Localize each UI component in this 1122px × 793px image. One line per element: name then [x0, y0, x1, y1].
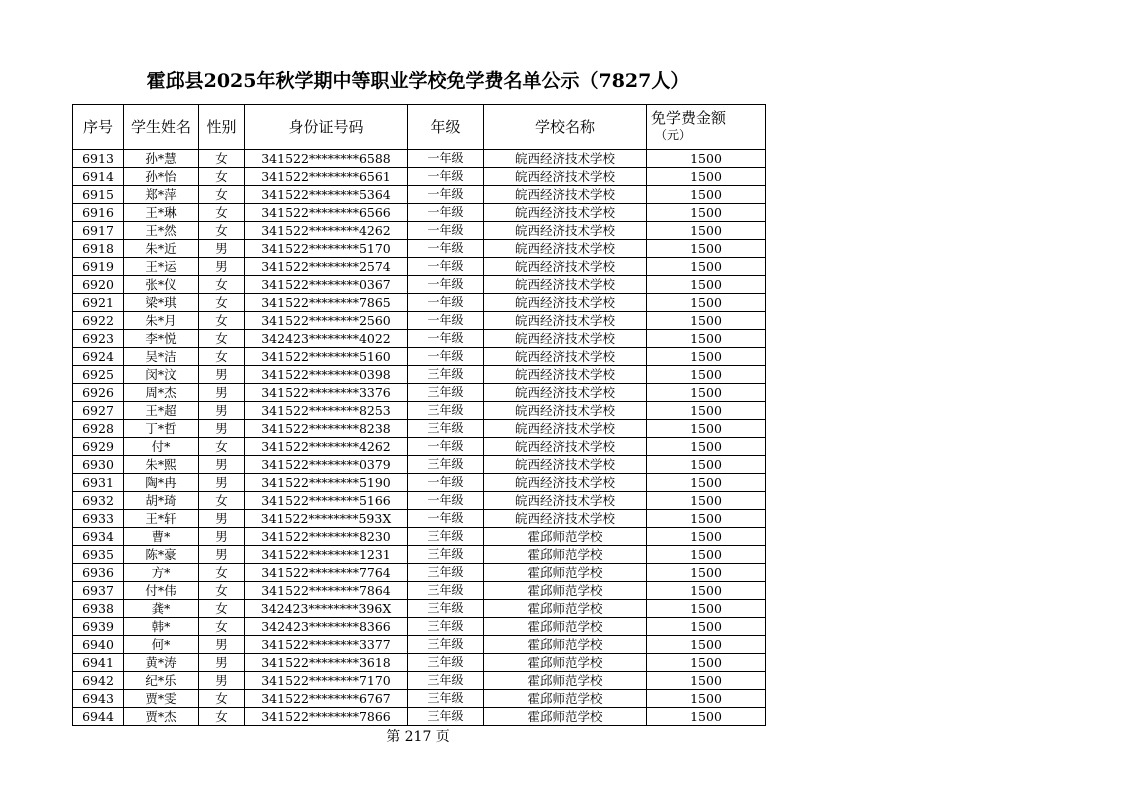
- cell-id-number: 341522********3618: [245, 654, 408, 672]
- cell-id-number: 341522********5364: [245, 186, 408, 204]
- cell-school-name: 皖西经济技术学校: [484, 204, 647, 222]
- cell-grade: 一年级: [408, 348, 484, 366]
- cell-school-name: 霍邱师范学校: [484, 672, 647, 690]
- cell-student-name: 陈*豪: [124, 546, 199, 564]
- cell-school-name: 霍邱师范学校: [484, 564, 647, 582]
- cell-school-name: 皖西经济技术学校: [484, 456, 647, 474]
- cell-grade: 三年级: [408, 708, 484, 726]
- cell-school-name: 皖西经济技术学校: [484, 258, 647, 276]
- cell-gender: 女: [199, 312, 245, 330]
- cell-gender: 男: [199, 510, 245, 528]
- cell-grade: 一年级: [408, 438, 484, 456]
- cell-school-name: 霍邱师范学校: [484, 618, 647, 636]
- cell-grade: 一年级: [408, 150, 484, 168]
- header-school: 学校名称: [484, 105, 647, 150]
- table-row: [73, 312, 766, 330]
- cell-id-number: 341522********3376: [245, 384, 408, 402]
- cell-amount: 1500: [647, 312, 766, 330]
- cell-id-number: 341522********5166: [245, 492, 408, 510]
- cell-school-name: 霍邱师范学校: [484, 636, 647, 654]
- cell-gender: 男: [199, 672, 245, 690]
- cell-seq: 6921: [73, 294, 124, 312]
- cell-amount: 1500: [647, 366, 766, 384]
- table-row: [73, 600, 766, 618]
- header-seq: 序号: [73, 105, 124, 150]
- cell-seq: 6923: [73, 330, 124, 348]
- cell-amount: 1500: [647, 168, 766, 186]
- cell-seq: 6927: [73, 402, 124, 420]
- table-row: [73, 456, 766, 474]
- cell-id-number: 341522********1231: [245, 546, 408, 564]
- cell-school-name: 皖西经济技术学校: [484, 438, 647, 456]
- cell-school-name: 皖西经济技术学校: [484, 366, 647, 384]
- cell-amount: 1500: [647, 420, 766, 438]
- cell-school-name: 皖西经济技术学校: [484, 474, 647, 492]
- cell-amount: 1500: [647, 222, 766, 240]
- cell-seq: 6931: [73, 474, 124, 492]
- cell-student-name: 周*杰: [124, 384, 199, 402]
- cell-seq: 6937: [73, 582, 124, 600]
- cell-amount: 1500: [647, 456, 766, 474]
- cell-gender: 女: [199, 294, 245, 312]
- table-row: [73, 402, 766, 420]
- table-row: [73, 240, 766, 258]
- cell-gender: 男: [199, 384, 245, 402]
- cell-school-name: 霍邱师范学校: [484, 654, 647, 672]
- cell-seq: 6929: [73, 438, 124, 456]
- cell-seq: 6933: [73, 510, 124, 528]
- cell-amount: 1500: [647, 582, 766, 600]
- cell-grade: 三年级: [408, 654, 484, 672]
- cell-student-name: 何*: [124, 636, 199, 654]
- cell-id-number: 341522********4262: [245, 222, 408, 240]
- cell-seq: 6920: [73, 276, 124, 294]
- cell-grade: 一年级: [408, 474, 484, 492]
- cell-student-name: 吴*洁: [124, 348, 199, 366]
- cell-gender: 男: [199, 528, 245, 546]
- cell-grade: 三年级: [408, 618, 484, 636]
- cell-student-name: 王*超: [124, 402, 199, 420]
- cell-school-name: 皖西经济技术学校: [484, 330, 647, 348]
- table-header-row: [73, 105, 766, 150]
- cell-gender: 女: [199, 564, 245, 582]
- table-row: [73, 708, 766, 726]
- cell-student-name: 丁*哲: [124, 420, 199, 438]
- cell-id-number: 341522********6561: [245, 168, 408, 186]
- cell-student-name: 贾*雯: [124, 690, 199, 708]
- cell-amount: 1500: [647, 528, 766, 546]
- cell-student-name: 纪*乐: [124, 672, 199, 690]
- cell-school-name: 霍邱师范学校: [484, 690, 647, 708]
- cell-amount: 1500: [647, 546, 766, 564]
- cell-amount: 1500: [647, 564, 766, 582]
- cell-seq: 6934: [73, 528, 124, 546]
- cell-grade: 三年级: [408, 366, 484, 384]
- cell-id-number: 341522********6767: [245, 690, 408, 708]
- cell-grade: 一年级: [408, 510, 484, 528]
- cell-gender: 男: [199, 366, 245, 384]
- cell-student-name: 曹*: [124, 528, 199, 546]
- cell-id-number: 341522********3377: [245, 636, 408, 654]
- table-row: [73, 258, 766, 276]
- cell-gender: 男: [199, 636, 245, 654]
- cell-school-name: 皖西经济技术学校: [484, 402, 647, 420]
- cell-school-name: 皖西经济技术学校: [484, 222, 647, 240]
- cell-seq: 6928: [73, 420, 124, 438]
- document-title: 霍邱县2025年秋学期中等职业学校免学费名单公示（7827人）: [146, 70, 690, 92]
- cell-gender: 女: [199, 438, 245, 456]
- cell-grade: 一年级: [408, 168, 484, 186]
- cell-school-name: 皖西经济技术学校: [484, 384, 647, 402]
- cell-amount: 1500: [647, 384, 766, 402]
- cell-id-number: 341522********8230: [245, 528, 408, 546]
- cell-amount: 1500: [647, 240, 766, 258]
- cell-student-name: 韩*: [124, 618, 199, 636]
- cell-id-number: 341522********7866: [245, 708, 408, 726]
- cell-gender: 女: [199, 330, 245, 348]
- table-row: [73, 474, 766, 492]
- cell-student-name: 梁*琪: [124, 294, 199, 312]
- cell-grade: 三年级: [408, 546, 484, 564]
- cell-id-number: 341522********7170: [245, 672, 408, 690]
- cell-id-number: 341522********0379: [245, 456, 408, 474]
- cell-seq: 6925: [73, 366, 124, 384]
- table-row: [73, 564, 766, 582]
- cell-seq: 6930: [73, 456, 124, 474]
- cell-amount: 1500: [647, 708, 766, 726]
- table-row: [73, 546, 766, 564]
- table-row: [73, 420, 766, 438]
- cell-gender: 女: [199, 708, 245, 726]
- cell-id-number: 341522********6588: [245, 150, 408, 168]
- cell-amount: 1500: [647, 258, 766, 276]
- header-amount-label: 免学费金额: [651, 109, 727, 127]
- cell-school-name: 皖西经济技术学校: [484, 348, 647, 366]
- cell-seq: 6942: [73, 672, 124, 690]
- cell-grade: 三年级: [408, 690, 484, 708]
- cell-student-name: 龚*: [124, 600, 199, 618]
- cell-grade: 三年级: [408, 420, 484, 438]
- cell-seq: 6938: [73, 600, 124, 618]
- cell-grade: 一年级: [408, 186, 484, 204]
- table-row: [73, 618, 766, 636]
- cell-grade: 三年级: [408, 456, 484, 474]
- cell-gender: 女: [199, 204, 245, 222]
- table-row: [73, 294, 766, 312]
- cell-grade: 三年级: [408, 564, 484, 582]
- cell-grade: 一年级: [408, 222, 484, 240]
- cell-student-name: 胡*琦: [124, 492, 199, 510]
- cell-gender: 女: [199, 150, 245, 168]
- cell-gender: 男: [199, 420, 245, 438]
- cell-id-number: 341522********7865: [245, 294, 408, 312]
- cell-seq: 6943: [73, 690, 124, 708]
- cell-school-name: 皖西经济技术学校: [484, 276, 647, 294]
- table-row: [73, 582, 766, 600]
- cell-id-number: 342423********4022: [245, 330, 408, 348]
- cell-id-number: 341522********593X: [245, 510, 408, 528]
- cell-school-name: 霍邱师范学校: [484, 600, 647, 618]
- cell-amount: 1500: [647, 294, 766, 312]
- header-amount-unit: （元）: [655, 128, 692, 142]
- cell-school-name: 霍邱师范学校: [484, 546, 647, 564]
- table-row: [73, 168, 766, 186]
- cell-seq: 6940: [73, 636, 124, 654]
- header-name: 学生姓名: [124, 105, 199, 150]
- cell-student-name: 王*琳: [124, 204, 199, 222]
- cell-seq: 6926: [73, 384, 124, 402]
- cell-school-name: 皖西经济技术学校: [484, 186, 647, 204]
- table-row: [73, 690, 766, 708]
- cell-student-name: 王*然: [124, 222, 199, 240]
- header-gender: 性别: [199, 105, 245, 150]
- cell-grade: 三年级: [408, 384, 484, 402]
- cell-grade: 三年级: [408, 636, 484, 654]
- cell-grade: 一年级: [408, 312, 484, 330]
- cell-seq: 6939: [73, 618, 124, 636]
- cell-school-name: 皖西经济技术学校: [484, 150, 647, 168]
- cell-gender: 男: [199, 402, 245, 420]
- cell-amount: 1500: [647, 600, 766, 618]
- header-grade: 年级: [408, 105, 484, 150]
- table-row: [73, 384, 766, 402]
- cell-student-name: 朱*月: [124, 312, 199, 330]
- table-row: [73, 366, 766, 384]
- cell-amount: 1500: [647, 330, 766, 348]
- cell-school-name: 皖西经济技术学校: [484, 312, 647, 330]
- cell-grade: 三年级: [408, 600, 484, 618]
- header-id-number: 身份证号码: [245, 105, 408, 150]
- table-row: [73, 672, 766, 690]
- cell-id-number: 341522********4262: [245, 438, 408, 456]
- cell-seq: 6914: [73, 168, 124, 186]
- cell-student-name: 贾*杰: [124, 708, 199, 726]
- cell-student-name: 王*运: [124, 258, 199, 276]
- cell-student-name: 李*悦: [124, 330, 199, 348]
- cell-id-number: 341522********0367: [245, 276, 408, 294]
- cell-seq: 6944: [73, 708, 124, 726]
- fee-exemption-table: [72, 104, 766, 726]
- cell-id-number: 341522********6566: [245, 204, 408, 222]
- cell-amount: 1500: [647, 438, 766, 456]
- cell-grade: 三年级: [408, 582, 484, 600]
- cell-gender: 男: [199, 654, 245, 672]
- cell-id-number: 341522********2560: [245, 312, 408, 330]
- cell-id-number: 341522********7764: [245, 564, 408, 582]
- table-row: [73, 222, 766, 240]
- cell-seq: 6919: [73, 258, 124, 276]
- cell-grade: 三年级: [408, 402, 484, 420]
- cell-amount: 1500: [647, 492, 766, 510]
- cell-id-number: 341522********2574: [245, 258, 408, 276]
- cell-gender: 男: [199, 546, 245, 564]
- cell-gender: 女: [199, 186, 245, 204]
- cell-seq: 6913: [73, 150, 124, 168]
- cell-gender: 女: [199, 276, 245, 294]
- cell-amount: 1500: [647, 348, 766, 366]
- cell-gender: 女: [199, 222, 245, 240]
- table-row: [73, 654, 766, 672]
- cell-school-name: 霍邱师范学校: [484, 708, 647, 726]
- cell-seq: 6917: [73, 222, 124, 240]
- cell-amount: 1500: [647, 636, 766, 654]
- cell-student-name: 付*: [124, 438, 199, 456]
- cell-id-number: 341522********0398: [245, 366, 408, 384]
- table-row: [73, 348, 766, 366]
- cell-grade: 一年级: [408, 258, 484, 276]
- cell-id-number: 341522********8238: [245, 420, 408, 438]
- cell-seq: 6924: [73, 348, 124, 366]
- cell-student-name: 孙*怡: [124, 168, 199, 186]
- cell-grade: 一年级: [408, 240, 484, 258]
- cell-seq: 6915: [73, 186, 124, 204]
- cell-amount: 1500: [647, 654, 766, 672]
- cell-student-name: 郑*萍: [124, 186, 199, 204]
- page-number: 第 217 页: [386, 729, 450, 745]
- table-row: [73, 276, 766, 294]
- cell-grade: 三年级: [408, 528, 484, 546]
- table-row: [73, 438, 766, 456]
- table-row: [73, 510, 766, 528]
- cell-student-name: 方*: [124, 564, 199, 582]
- cell-grade: 一年级: [408, 294, 484, 312]
- cell-student-name: 闵*汶: [124, 366, 199, 384]
- cell-student-name: 王*轩: [124, 510, 199, 528]
- cell-seq: 6918: [73, 240, 124, 258]
- cell-amount: 1500: [647, 510, 766, 528]
- cell-grade: 一年级: [408, 276, 484, 294]
- table-row: [73, 636, 766, 654]
- cell-gender: 女: [199, 582, 245, 600]
- cell-gender: 女: [199, 168, 245, 186]
- cell-amount: 1500: [647, 150, 766, 168]
- cell-student-name: 朱*近: [124, 240, 199, 258]
- cell-seq: 6936: [73, 564, 124, 582]
- cell-id-number: 341522********5190: [245, 474, 408, 492]
- cell-school-name: 皖西经济技术学校: [484, 510, 647, 528]
- table-row: [73, 492, 766, 510]
- cell-id-number: 341522********8253: [245, 402, 408, 420]
- table-row: [73, 204, 766, 222]
- cell-gender: 女: [199, 348, 245, 366]
- cell-grade: 一年级: [408, 492, 484, 510]
- cell-school-name: 霍邱师范学校: [484, 528, 647, 546]
- cell-gender: 女: [199, 690, 245, 708]
- cell-school-name: 皖西经济技术学校: [484, 294, 647, 312]
- cell-seq: 6941: [73, 654, 124, 672]
- cell-gender: 男: [199, 474, 245, 492]
- cell-amount: 1500: [647, 474, 766, 492]
- cell-amount: 1500: [647, 618, 766, 636]
- cell-seq: 6916: [73, 204, 124, 222]
- table-row: [73, 186, 766, 204]
- cell-seq: 6932: [73, 492, 124, 510]
- cell-student-name: 付*伟: [124, 582, 199, 600]
- cell-school-name: 皖西经济技术学校: [484, 420, 647, 438]
- cell-grade: 一年级: [408, 204, 484, 222]
- cell-id-number: 342423********396X: [245, 600, 408, 618]
- cell-gender: 女: [199, 492, 245, 510]
- cell-gender: 男: [199, 240, 245, 258]
- table-row: [73, 330, 766, 348]
- cell-amount: 1500: [647, 690, 766, 708]
- cell-id-number: 341522********5170: [245, 240, 408, 258]
- header-amount: [647, 105, 766, 150]
- cell-id-number: 341522********7864: [245, 582, 408, 600]
- cell-id-number: 342423********8366: [245, 618, 408, 636]
- cell-gender: 女: [199, 618, 245, 636]
- cell-school-name: 霍邱师范学校: [484, 582, 647, 600]
- cell-student-name: 孙*慧: [124, 150, 199, 168]
- cell-amount: 1500: [647, 672, 766, 690]
- cell-seq: 6922: [73, 312, 124, 330]
- cell-amount: 1500: [647, 186, 766, 204]
- table-row: [73, 528, 766, 546]
- cell-id-number: 341522********5160: [245, 348, 408, 366]
- cell-gender: 男: [199, 258, 245, 276]
- cell-school-name: 皖西经济技术学校: [484, 492, 647, 510]
- cell-seq: 6935: [73, 546, 124, 564]
- cell-grade: 一年级: [408, 330, 484, 348]
- cell-amount: 1500: [647, 276, 766, 294]
- cell-school-name: 皖西经济技术学校: [484, 240, 647, 258]
- cell-amount: 1500: [647, 204, 766, 222]
- cell-student-name: 张*仪: [124, 276, 199, 294]
- cell-student-name: 朱*熙: [124, 456, 199, 474]
- cell-student-name: 陶*冉: [124, 474, 199, 492]
- cell-student-name: 黄*涛: [124, 654, 199, 672]
- cell-gender: 男: [199, 456, 245, 474]
- cell-amount: 1500: [647, 402, 766, 420]
- table-body: [73, 150, 766, 726]
- cell-grade: 三年级: [408, 672, 484, 690]
- cell-gender: 女: [199, 600, 245, 618]
- table-row: [73, 150, 766, 168]
- cell-school-name: 皖西经济技术学校: [484, 168, 647, 186]
